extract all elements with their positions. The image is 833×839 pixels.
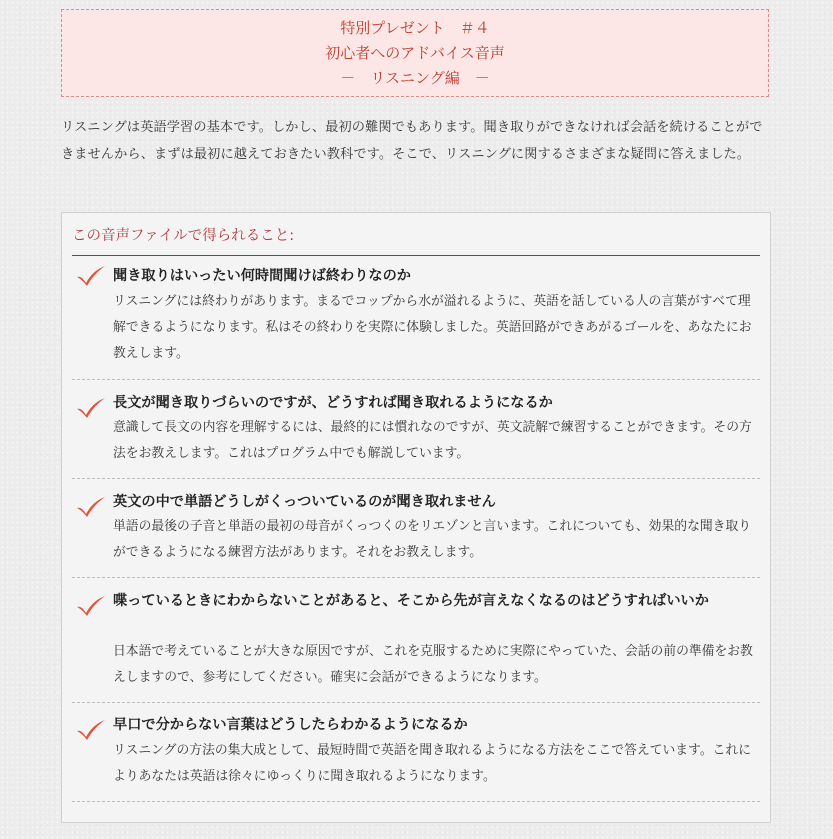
checkmark-icon <box>75 264 107 288</box>
benefits-panel <box>61 212 771 823</box>
present-title-box <box>61 9 769 97</box>
checkmark-icon <box>75 396 107 420</box>
benefit-item <box>72 479 760 578</box>
benefit-item <box>72 578 760 703</box>
checkmark-icon <box>75 718 107 742</box>
present-title-line3: － リスニング編 － <box>340 69 490 87</box>
benefit-body: 単語の最後の子音と単語の最初の母音がくっつくのをリエゾンと言います。これについても、効果的な聞き取りができるようになる練習方法があります。それをお教えします。 <box>113 519 752 560</box>
benefit-item <box>72 261 760 380</box>
benefit-body: リスニングには終わりがあります。まるでコップから水が溢れるように、英語を話している人の言葉がすべて理解できるようになります。私はその終わりを実際に体験しました。英語回路ができあがるゴールを、あなたにお教えします。 <box>113 294 752 361</box>
benefit-body: 意識して長文の内容を理解するには、最終的には慣れなのですが、英文読解で練習することができます。その方法をお教えします。これはプログラム中でも解説しています。 <box>113 420 752 461</box>
benefit-body: リスニングの方法の集大成として、最短時間で英語を聞き取れるようになる方法をここで答えています。これによりあなたは英語は徐々にゆっくりに聞き取れるようになります。 <box>113 743 752 784</box>
present-title-line1: 特別プレゼント ＃４ <box>340 19 490 37</box>
benefits-heading: この音声ファイルで得られること: <box>72 225 760 256</box>
benefit-title: 長文が聞き取りづらいのですが、どうすれば聞き取れるようになるか <box>113 395 553 411</box>
benefit-title: 聞き取りはいったい何時間聞けば終わりなのか <box>113 268 411 284</box>
benefit-title: 英文の中で単語どうしがくっついているのが聞き取れません <box>113 494 496 510</box>
present-title-line2: 初心者へのアドバイス音声 <box>325 44 505 62</box>
checkmark-icon <box>75 594 107 618</box>
benefit-item <box>72 380 760 479</box>
checkmark-icon <box>75 495 107 519</box>
benefit-title: 喋っているときにわからないことがあると、そこから先が言えなくなるのはどうすればいいか <box>113 593 709 609</box>
benefit-title: 早口で分からない言葉はどうしたらわかるようになるか <box>113 717 468 733</box>
benefit-item <box>72 703 760 802</box>
intro-text: リスニングは英語学習の基本です。しかし、最初の難関でもあります。聞き取りができなければ会話を続けることができませんから、まずは最初に越えておきたい教科です。そこで、リスニングに関するさまざまな疑問に答えました。 <box>61 120 763 162</box>
benefit-body: 日本語で考えていることが大きな原因ですが、これを克服するために実際にやっていた、会話の前の準備をお教えしますので、参考にしてください。確実に会話ができるようになります。 <box>113 644 753 685</box>
